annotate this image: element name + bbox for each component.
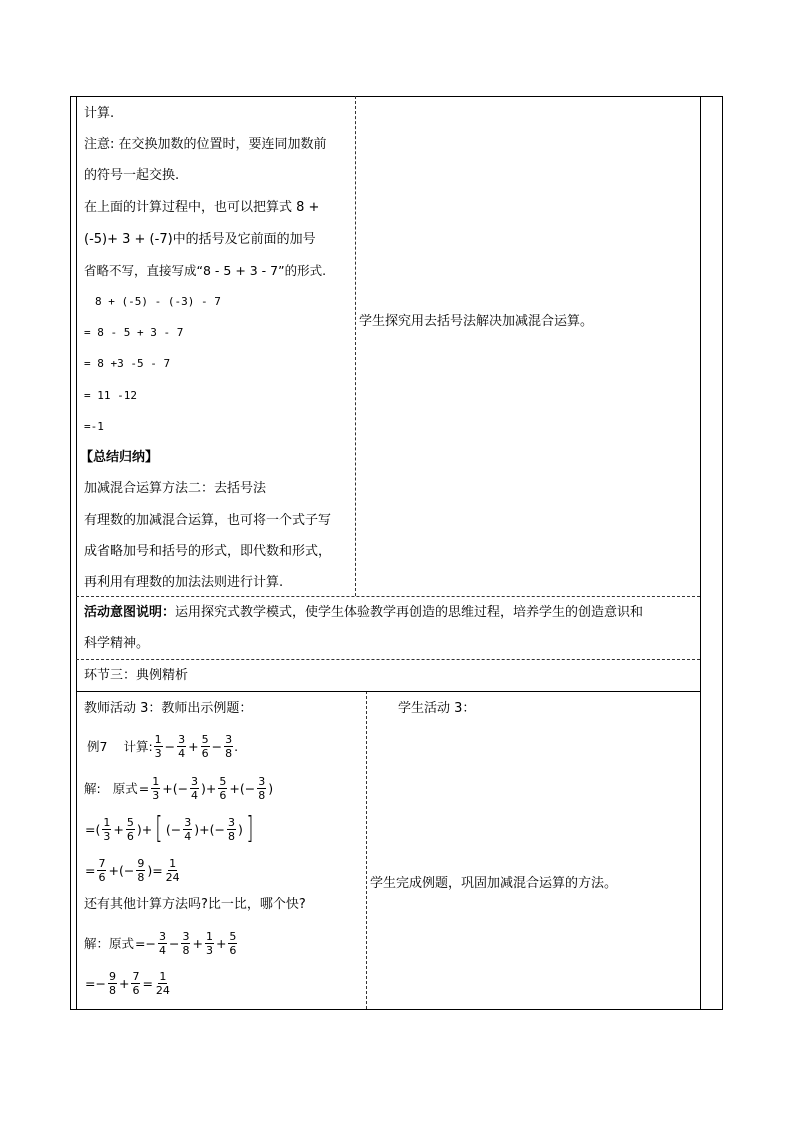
table-border-inner-right xyxy=(700,96,701,1010)
example-label: 例7 xyxy=(87,739,108,754)
text-line: 在上面的计算过程中，也可以把算式 8 + xyxy=(84,200,320,215)
column-divider-top xyxy=(355,96,356,596)
orig-label: 原式 xyxy=(112,781,138,796)
summary-line: 有理数的加减混合运算，也可将一个式子写 xyxy=(84,513,332,528)
intent-text: 运用探究式教学模式，使学生体验教学再创造的思维过程，培养学生的创造意识和 xyxy=(175,605,644,620)
fraction: $\frac{1}{24}$ xyxy=(165,856,180,884)
summary-line: 再利用有理数的加法法则进行计算. xyxy=(84,575,284,590)
solution-line: 解: 原式 = $\frac{1}{3}$ +(− $\frac{3}{4}$ )+ $\frac{5}{6}$ +(− $\frac{3}{8}$ ) xyxy=(84,774,274,802)
table-border-bottom xyxy=(70,1009,723,1010)
section-title: 环节三：典例精析 xyxy=(84,668,189,683)
summary-line: 成省略加号和括号的形式，即代数和形式， xyxy=(84,544,332,559)
fraction: $\frac{3}{4}$ xyxy=(178,732,186,760)
teacher-activity: 教师活动 3：教师出示例题： xyxy=(84,701,253,716)
fraction: $\frac{1}{24}$ xyxy=(155,969,170,997)
solution-line: =− $\frac{9}{8}$ + $\frac{7}{6}$ = $\frac{1}{24}$ xyxy=(85,969,170,997)
student-note: 学生探究用去括号法解决加减混合运算。 xyxy=(359,314,594,329)
calc-line: = 11 -12 xyxy=(84,389,137,402)
solve-label: 解: xyxy=(84,781,101,796)
intent-label: 活动意图说明： xyxy=(84,605,176,620)
fraction: $\frac{3}{8}$ xyxy=(258,774,266,802)
fraction: $\frac{9}{8}$ xyxy=(137,856,145,884)
activity-intent xyxy=(84,605,643,621)
calc-line: 8 + (-5) - (-3) - 7 xyxy=(95,295,221,308)
fraction: $\frac{5}{6}$ xyxy=(126,815,134,843)
fraction: $\frac{5}{6}$ xyxy=(201,732,209,760)
column-divider-bottom xyxy=(366,691,367,1009)
table-border-top xyxy=(70,96,723,97)
fraction: $\frac{1}{3}$ xyxy=(152,774,160,802)
table-border-right xyxy=(722,96,723,1010)
text-line: 计算. xyxy=(84,106,115,121)
summary-method: 加减混合运算方法二：去括号法 xyxy=(84,481,267,496)
fraction: $\frac{1}{3}$ xyxy=(154,732,162,760)
calc-line: = 8 +3 -5 - 7 xyxy=(84,357,171,370)
fraction: $\frac{1}{3}$ xyxy=(103,815,111,843)
fraction: $\frac{1}{3}$ xyxy=(205,929,213,957)
calc-label: 计算: xyxy=(123,739,153,754)
calc-line: =-1 xyxy=(84,420,104,433)
text-line: 省略不写，直接写成“8 - 5 + 3 - 7”的形式. xyxy=(84,263,327,278)
solve2-label: 解：原式 xyxy=(84,936,135,951)
fraction: $\frac{3}{8}$ xyxy=(182,929,190,957)
question-text: 还有其他计算方法吗?比一比，哪个快? xyxy=(84,897,306,912)
summary-heading: 【总结归纳】 xyxy=(80,450,159,465)
calc-line: = 8 - 5 + 3 - 7 xyxy=(84,326,184,339)
fraction: $\frac{3}{4}$ xyxy=(191,774,199,802)
example-problem: 例7 计算: $\frac{1}{3}$ − $\frac{3}{4}$ + $\frac{5}{6}$ − $\frac{3}{8}$ . xyxy=(87,732,239,760)
fraction: $\frac{7}{6}$ xyxy=(98,856,106,884)
fraction: $\frac{3}{4}$ xyxy=(184,815,192,843)
fraction: $\frac{3}{8}$ xyxy=(225,732,233,760)
solution-line: = $\frac{7}{6}$ +(− $\frac{9}{8}$ )= $\frac{1}{24}$ xyxy=(85,856,180,884)
text-line: 注意: 在交换加数的位置时，要连同加数前 xyxy=(84,137,327,152)
solution-line: 解：原式 =− $\frac{3}{4}$ − $\frac{3}{8}$ + $\frac{1}{3}$ + $\frac{5}{6}$ xyxy=(84,929,237,957)
fraction: $\frac{3}{8}$ xyxy=(227,815,235,843)
row-divider-3 xyxy=(76,691,700,692)
fraction: $\frac{9}{8}$ xyxy=(108,969,116,997)
intent-text-line2: 科学精神。 xyxy=(84,636,150,651)
row-divider-1 xyxy=(76,596,700,597)
fraction: $\frac{5}{6}$ xyxy=(229,929,237,957)
row-divider-2 xyxy=(76,659,700,660)
fraction: $\frac{5}{6}$ xyxy=(219,774,227,802)
text-line: 的符号一起交换. xyxy=(84,168,180,183)
solution-line: =( $\frac{1}{3}$ + $\frac{5}{6}$ )+ [ (− $\frac{3}{4}$ )+(− $\frac{3}{8}$ ) ] xyxy=(85,811,254,846)
fraction: $\frac{3}{4}$ xyxy=(158,929,166,957)
student-note: 学生完成例题，巩固加减混合运算的方法。 xyxy=(370,876,618,891)
student-activity: 学生活动 3： xyxy=(398,701,476,716)
fraction: $\frac{7}{6}$ xyxy=(132,969,140,997)
text-line: (-5)+ 3 + (-7)中的括号及它前面的加号 xyxy=(84,232,316,247)
table-border-left xyxy=(70,96,71,1010)
table-border-inner-left xyxy=(76,96,77,1010)
